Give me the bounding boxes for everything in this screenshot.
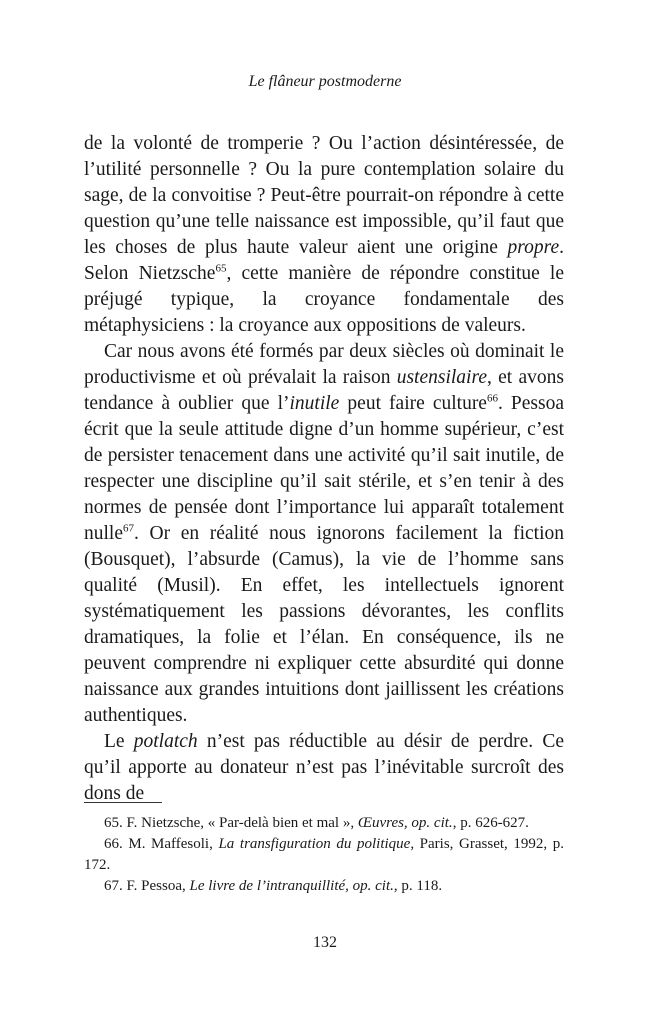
page-number: 132: [313, 934, 337, 951]
text-run: , Paris, Grasset, 1992, p. 172.: [84, 836, 564, 873]
italic-term: ustensilaire: [396, 367, 487, 388]
italic-term: potlatch: [133, 731, 198, 752]
paragraph-3: [84, 729, 564, 807]
text-run: , et avons tendance à oublier que l’: [84, 367, 564, 414]
italic-term: propre: [507, 237, 560, 258]
paragraph-2: [84, 339, 564, 729]
footnotes: [84, 813, 564, 897]
footnote-66: [84, 834, 564, 876]
text-run: Car nous avons été formés par deux siècles où dominait le productivisme et où prévalait la raison: [84, 341, 564, 388]
footnote-65: [84, 813, 564, 834]
italic-title: La transfiguration du politique: [218, 836, 411, 852]
text-run: 66. M. Maffesoli,: [104, 836, 219, 852]
italic-title: Le livre de l’intranquillité, op. cit.: [189, 878, 394, 894]
text-run: . Or en réalité nous ignorons facilement la fiction (Bousquet), l’absurde (Camus), la vie de l’homme sans qualité (Musil). En effet, les intellectuels ignorent systématiquement les passions dévorantes, les conflits dramatiques, la folie et l’élan. En conséquence, ils ne peuvent comprendre ni expliquer cette absurdité qui donne naissance aux grandes intuitions dont jaillissent les créations authentiques.: [84, 523, 564, 726]
paragraph-1: [84, 131, 564, 339]
text-run: de la volonté de tromperie ? Ou l’action désintéressée, de l’utilité personnelle ? Ou la pure contemplation solaire du sage, de la convoitise ? Peut-être pourrait-on répondre à cette question qu’une telle naissance est impossible, qu’il faut que les choses de plus haute valeur aient une origine: [84, 133, 564, 258]
text-run: 67. F. Pessoa,: [104, 878, 190, 894]
footnote-divider: [84, 802, 162, 803]
footnote-ref-67[interactable]: 67: [123, 522, 134, 535]
footnote-ref-65[interactable]: 65: [215, 262, 227, 275]
text-run: , p. 626-627.: [452, 815, 529, 831]
footnote-67: [84, 876, 564, 897]
italic-title: Œuvres, op. cit.: [357, 815, 453, 831]
text-run: , p. 118.: [393, 878, 443, 894]
main-text: [84, 131, 564, 807]
text-run: , cette manière de répondre constitue le préjugé typique, la croyance fondamentale des métaphysiciens : la croyance aux oppositions de valeurs.: [84, 263, 564, 336]
running-header: Le flâneur postmoderne: [248, 73, 402, 90]
text-run: 65. F. Nietzsche, « Par-delà bien et mal »,: [104, 815, 358, 831]
footnote-ref-66[interactable]: 66: [486, 392, 498, 405]
italic-term: inutile: [289, 393, 340, 414]
text-run: Le: [104, 731, 134, 752]
text-run: n’est pas réductible au désir de perdre. Ce qu’il apporte au donateur n’est pas l’inévitable surcroît des dons de: [84, 731, 564, 804]
text-run: . Pessoa écrit que la seule attitude digne d’un homme supérieur, c’est de persister tenacement dans une activité qu’il sait inutile, de respecter une discipline qu’il sait stérile, et s’en tenir à des normes de pensée dont l’importance lui apparaît totalement nulle: [84, 393, 564, 544]
text-run: peut faire culture: [339, 393, 487, 414]
text-run: . Selon Nietzsche: [84, 237, 564, 284]
